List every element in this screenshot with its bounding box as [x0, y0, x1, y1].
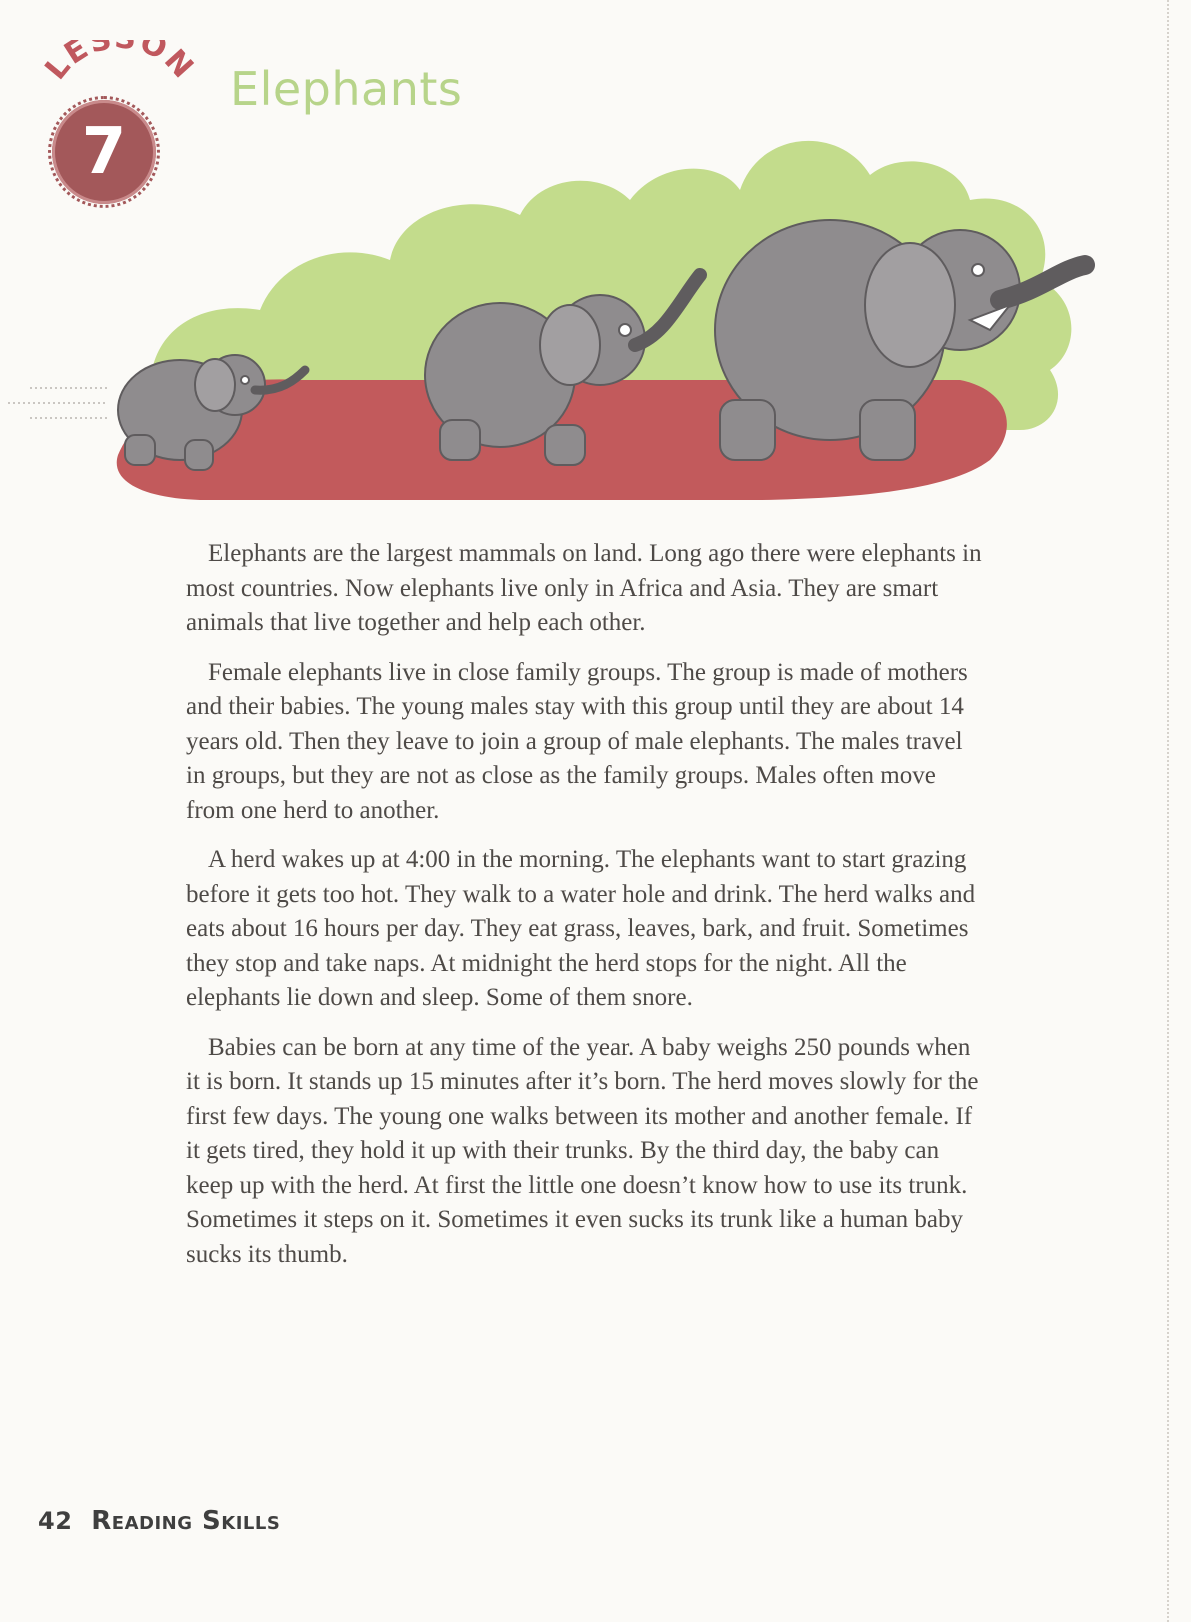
lesson-word: LES ON [38, 40, 200, 87]
svg-text:LESSON [38, 40, 200, 87]
paragraph: Female elephants live in close family groups. The group is made of mothers and their babies. The young males stay with this group until they are about 14 years old. Then they leave to join a group of male elephants. The males travel in groups, but they are not as close as the family groups. Males often move from one herd to another. [186, 658, 968, 824]
elephants-illustration [0, 130, 1140, 530]
speed-lines [8, 388, 108, 418]
lesson-number: 7 [52, 100, 156, 204]
paragraph: Elephants are the largest mammals on land. Long ago there were elephants in most countries. Now elephants live only in Africa and Asia. They are smart animals that live together and help each other. [186, 540, 982, 636]
page-edge [1167, 0, 1191, 1622]
paragraph: Babies can be born at any time of the year. A baby weighs 250 pounds when it is born. It stands up 15 minutes after it’s born. The herd moves slowly for the first few days. The young one walks between its mother and another female. If it gets tired, they hold it up with their trunks. By the third day, the baby can keep up with the herd. At first the little one doesn’t know how to use its trunk. Sometimes it steps on it. Sometimes it even sucks its trunk like a human baby sucks its thumb. [186, 1033, 979, 1268]
book-title: Reading Skills [91, 1506, 281, 1536]
page-number: 42 [38, 1507, 73, 1535]
page-title: Elephants [230, 62, 463, 116]
page-footer [38, 1506, 280, 1536]
paragraph: A herd wakes up at 4:00 in the morning. The elephants want to start grazing before it gets too hot. They walk to a water hole and drink. The herd walks and eats about 16 hours per day. They eat grass, leaves, bark, and fruit. Sometimes they stop and take naps. At midnight the herd stops for the night. All the elephants lie down and sleep. Some of them snore. [186, 846, 976, 1011]
article-body [186, 537, 986, 1287]
